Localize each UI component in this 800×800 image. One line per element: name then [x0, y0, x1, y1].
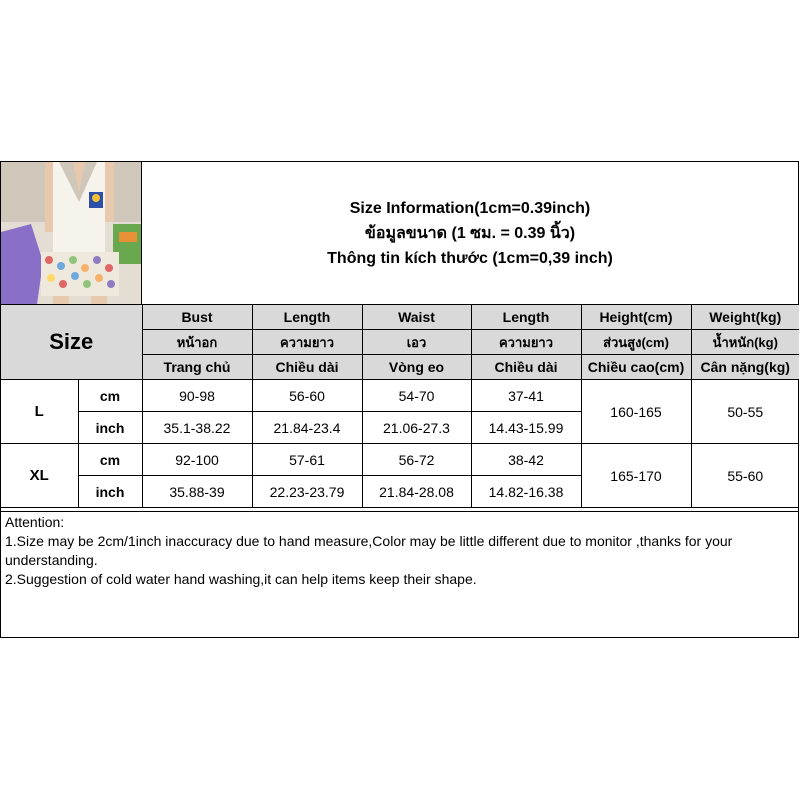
- col-header-vi: Chiều cao(cm): [581, 355, 691, 380]
- product-photo-image: [1, 162, 142, 304]
- unit-cell: inch: [78, 476, 142, 508]
- col-header-th: ส่วนสูง(cm): [581, 330, 691, 355]
- col-header-en: Weight(kg): [691, 305, 799, 330]
- header-row-en: [1, 305, 799, 330]
- header-title-vi: Thông tin kích thước (1cm=0,39 inch): [327, 249, 613, 267]
- size-name-xl: XL: [1, 444, 78, 508]
- size-table: [1, 304, 799, 508]
- attention-notes: [1, 511, 798, 637]
- value-cell: 22.23-23.79: [252, 476, 362, 508]
- value-cell: 21.06-27.3: [362, 412, 471, 444]
- size-label: Size: [1, 305, 142, 380]
- col-header-th: เอว: [362, 330, 471, 355]
- height-cell: 165-170: [581, 444, 691, 508]
- table-row-l-cm: [1, 380, 799, 412]
- col-header-th: ความยาว: [471, 330, 581, 355]
- size-name-l: L: [1, 380, 78, 444]
- value-cell: 56-72: [362, 444, 471, 476]
- value-cell: 14.82-16.38: [471, 476, 581, 508]
- product-photo: [1, 162, 142, 304]
- value-cell: 35.1-38.22: [142, 412, 252, 444]
- value-cell: 35.88-39: [142, 476, 252, 508]
- col-header-th: ความยาว: [252, 330, 362, 355]
- weight-cell: 55-60: [691, 444, 799, 508]
- value-cell: 54-70: [362, 380, 471, 412]
- unit-cell: inch: [78, 412, 142, 444]
- weight-cell: 50-55: [691, 380, 799, 444]
- col-header-vi: Cân nặng(kg): [691, 355, 799, 380]
- col-header-en: Waist: [362, 305, 471, 330]
- unit-cell: cm: [78, 444, 142, 476]
- table-row-xl-cm: [1, 444, 799, 476]
- attention-line-2: 2.Suggestion of cold water hand washing,it can help items keep their shape.: [5, 571, 477, 587]
- col-header-th: หน้าอก: [142, 330, 252, 355]
- col-header-vi: Trang chủ: [142, 355, 252, 380]
- col-header-en: Height(cm): [581, 305, 691, 330]
- value-cell: 37-41: [471, 380, 581, 412]
- value-cell: 14.43-15.99: [471, 412, 581, 444]
- height-cell: 160-165: [581, 380, 691, 444]
- attention-line-1: 1.Size may be 2cm/1inch inaccuracy due to hand measure,Color may be little different due to monitor ,thanks for your understanding.: [5, 533, 733, 568]
- col-header-en: Length: [471, 305, 581, 330]
- size-info-header: [142, 162, 798, 304]
- unit-cell: cm: [78, 380, 142, 412]
- header-title-en: Size Information(1cm=0.39inch): [349, 199, 591, 217]
- value-cell: 21.84-23.4: [252, 412, 362, 444]
- value-cell: 57-61: [252, 444, 362, 476]
- value-cell: 92-100: [142, 444, 252, 476]
- col-header-th: น้ำหนัก(kg): [691, 330, 799, 355]
- size-chart-card: [0, 161, 799, 638]
- header-title-th: ข้อมูลขนาด (1 ซม. = 0.39 นิ้ว): [364, 224, 576, 242]
- col-header-en: Bust: [142, 305, 252, 330]
- attention-title: Attention:: [5, 514, 65, 530]
- value-cell: 21.84-28.08: [362, 476, 471, 508]
- value-cell: 38-42: [471, 444, 581, 476]
- col-header-vi: Chiều dài: [471, 355, 581, 380]
- value-cell: 90-98: [142, 380, 252, 412]
- col-header-vi: Chiều dài: [252, 355, 362, 380]
- col-header-vi: Vòng eo: [362, 355, 471, 380]
- col-header-en: Length: [252, 305, 362, 330]
- value-cell: 56-60: [252, 380, 362, 412]
